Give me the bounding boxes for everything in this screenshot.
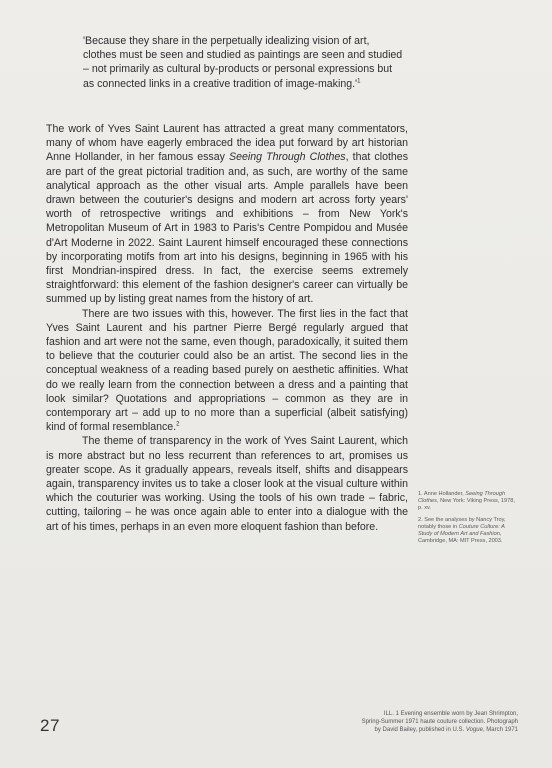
paragraph-2: [46, 307, 408, 435]
footnote-2: [418, 517, 516, 546]
quote-text: 'Because they share in the perpetually idealizing vision of art, clothes must be seen and studied as paintings are seen and studied – not primarily as cultural by-products or personal expressions but as connected links in a creative tradition of image-making.': [83, 35, 403, 90]
footnote-2-text: 2. See the analyses by Nancy Troy, notably those in: [418, 516, 506, 530]
paragraph-2-text: There are two issues with this, however. The first lies in the fact that Yves Saint Laurent and his partner Pierre Bergé regularly argued that fashion and art were not the same, even though, paradoxically, it suited them to believe that the couturier could also be an artist. The second lies in the conceptual weakness of a reading based purely on aesthetic affinities. What do we really learn from the connection between a dress and a painting that look similar? Quotations and appropriations – common as they are in contemporary art – add up to no more than a superficial (albeit satisfying) kind of formal resemblance.: [46, 307, 408, 434]
illustration-caption: [318, 710, 518, 734]
caption-line-1: ILL. 1 Evening ensemble worn by Jean Shrimpton,: [383, 711, 518, 717]
caption-line-2: Spring-Summer 1971 haute couture collection. Photograph: [361, 719, 518, 725]
footnote-1-source: , New York: Viking Press, 1978, p. xv.: [418, 498, 515, 512]
body-text: [46, 122, 408, 534]
paragraph-1-text: The work of Yves Saint Laurent has attracted a great many commentators, many of whom have eagerly embraced the idea put forward by art historian Anne Hollander, in her famous essay: [46, 123, 408, 164]
epigraph-quote: [83, 34, 403, 91]
book-title: Seeing Through Clothes: [229, 151, 346, 164]
footnote-2-source: , Cambridge, MA: MIT Press, 2003.: [418, 531, 503, 545]
footnote-ref-2: 2: [176, 421, 180, 428]
caption-line-3-date: , March 1971: [482, 727, 518, 733]
paragraph-1-text-continued: , that clothes are part of the great pictorial tradition and, as such, are worthy of the same analytical approach as the other visual arts. Ample parallels have been drawn between the couturier's designs and modern art across forty years' worth of retrospective writings and exhibitions – from New York's Metropolitan Museum of Art in 1983 to Paris's Centre Pompidou and Musée d'Art Moderne in 2022. Saint Laurent himself encouraged these connections by incorporating motifs from art into his designs, beginning in 1965 with his first Mondrian-inspired dress. In fact, the exercise seems extremely straightforward: this element of the fashion designer's career can virtually be summed up by listing great names from the history of art.: [46, 151, 408, 306]
caption-line-3: [318, 726, 518, 734]
paragraph-3-text: The theme of transparency in the work of Yves Saint Laurent, which is more abstract but no less recurrent than references to art, promises us greater scope. As it gradually appears, reveals itself, shifts and disappears again, transparency invites us to take a closer look at the visual culture within which the couturier was working. Using the tools of his own trade – fabric, cutting, tailoring – he was once again able to enter into a dialogue with the art of his times, perhaps in an even more eloquent fashion than before.: [46, 435, 408, 533]
paragraph-3: [46, 434, 408, 533]
caption-line-3-text: by David Bailey, published in U.S.: [374, 727, 466, 733]
footnote-2-title: Couture Culture: A Study of Modern Art and Fashion: [418, 523, 505, 538]
caption-magazine-title: Vogue: [465, 727, 483, 733]
footnote-1-text: 1. Anne Hollander,: [418, 491, 466, 497]
footnote-1: [418, 491, 516, 513]
page-number: 27: [40, 716, 60, 735]
paragraph-1: [46, 122, 408, 307]
footnotes: [418, 491, 516, 549]
footnote-ref-1: 1: [357, 78, 361, 85]
footnote-1-title: Seeing Through Clothes: [418, 491, 506, 505]
